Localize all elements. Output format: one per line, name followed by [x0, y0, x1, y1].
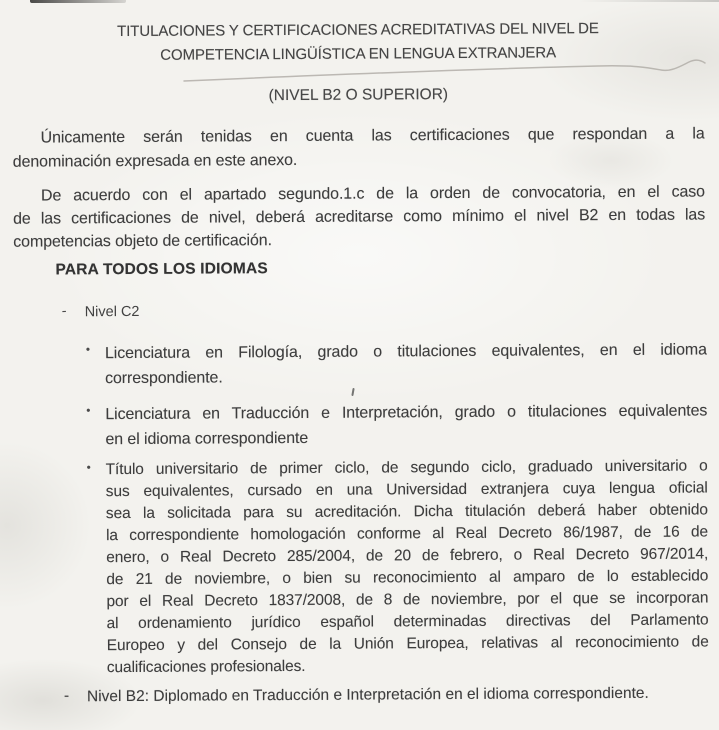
text-line: en el idioma correspondiente [105, 429, 309, 449]
text-line: De acuerdo con el apartado segundo.1.c de la orden de convocatoria, en el caso [40, 183, 706, 205]
bullet-item-traduccion [86, 398, 708, 452]
text-line: Licenciatura en Filología, grado o titulaciones equivalentes, en el idioma [104, 341, 707, 363]
text-line: Únicamente serán tenidas en cuenta las certificaciones que respondan a la [40, 125, 705, 147]
paragraph-1 [13, 122, 705, 174]
bullet-item-filologia [85, 337, 707, 391]
bullet-icon: • [86, 460, 91, 475]
text-line: Licenciatura en Traducción e Interpretación, grado o titulaciones equivalentes [105, 402, 708, 424]
bullet-icon: • [86, 403, 91, 418]
text-line: sus equivalentes, cursado en una Universidad extranjera cuya lengua oficial [105, 479, 708, 501]
bullet-icon: • [85, 342, 91, 357]
section-heading: PARA TODOS LOS IDIOMAS [55, 260, 268, 279]
list-item-nivel-b2 [63, 684, 711, 706]
text-line: sea la solicitada para su acreditación. Dicha titulación deberá haber obtenido [105, 501, 708, 523]
bullet-item-traduccion-text [105, 398, 707, 452]
paragraph-2 [13, 180, 705, 253]
text-line: enero, o Real Decreto 285/2004, de 20 de febrero, o Real Decreto 967/2014, [106, 545, 709, 567]
bullet-item-titulo-universitario [86, 455, 709, 679]
text-line: Título universitario de primer ciclo, de segundo ciclo, graduado universitario o [105, 457, 708, 479]
text-line: por el Real Decreto 1837/2008, de 8 de noviembre, por el que se incorporan [106, 589, 709, 611]
document-title [12, 16, 704, 68]
list-item-nivel-c2 [61, 303, 140, 321]
nivel-c2-label: Nivel C2 [84, 303, 140, 321]
text-line: de 21 de noviembre, o bien su reconocimiento al amparo de lo establecido [106, 567, 709, 589]
document-subtitle: (NIVEL B2 O SUPERIOR) [268, 86, 449, 105]
text-line: denominación expresada en este anexo. [12, 151, 298, 171]
dash-marker-icon: - [61, 303, 67, 320]
text-line: Europeo y del Consejo de la Unión Europea, relativas al reconocimiento de [106, 633, 709, 655]
text-line: competencias objeto de certificación. [13, 232, 272, 251]
text-line: cualificaciones profesionales. [106, 657, 306, 677]
bullet-item-titulo-universitario-text [106, 455, 709, 679]
text-line: TITULACIONES Y CERTIFICACIONES ACREDITATIVAS DEL NIVEL DE [117, 20, 599, 41]
text-line: COMPETENCIA LINGÜÍSTICA EN LENGUA EXTRANJERA [160, 44, 556, 64]
document-content [12, 0, 708, 730]
text-line: la correspondiente homologación conforme al Real Decreto 86/1987, de 16 de [105, 523, 709, 545]
text-line: correspondiente. [105, 369, 223, 388]
text-line: de las certificaciones de nivel, deberá acreditarse como mínimo el nivel B2 en todas las [13, 206, 706, 228]
dash-marker-icon: - [63, 687, 70, 705]
bullet-item-filologia-text [105, 337, 707, 391]
nivel-b2-text: Nivel B2: Diplomado en Traducción e Interpretación en el idioma correspondiente. [86, 684, 649, 706]
text-line: al ordenamiento jurídico español determinadas directivas del Parlamento [106, 611, 709, 633]
